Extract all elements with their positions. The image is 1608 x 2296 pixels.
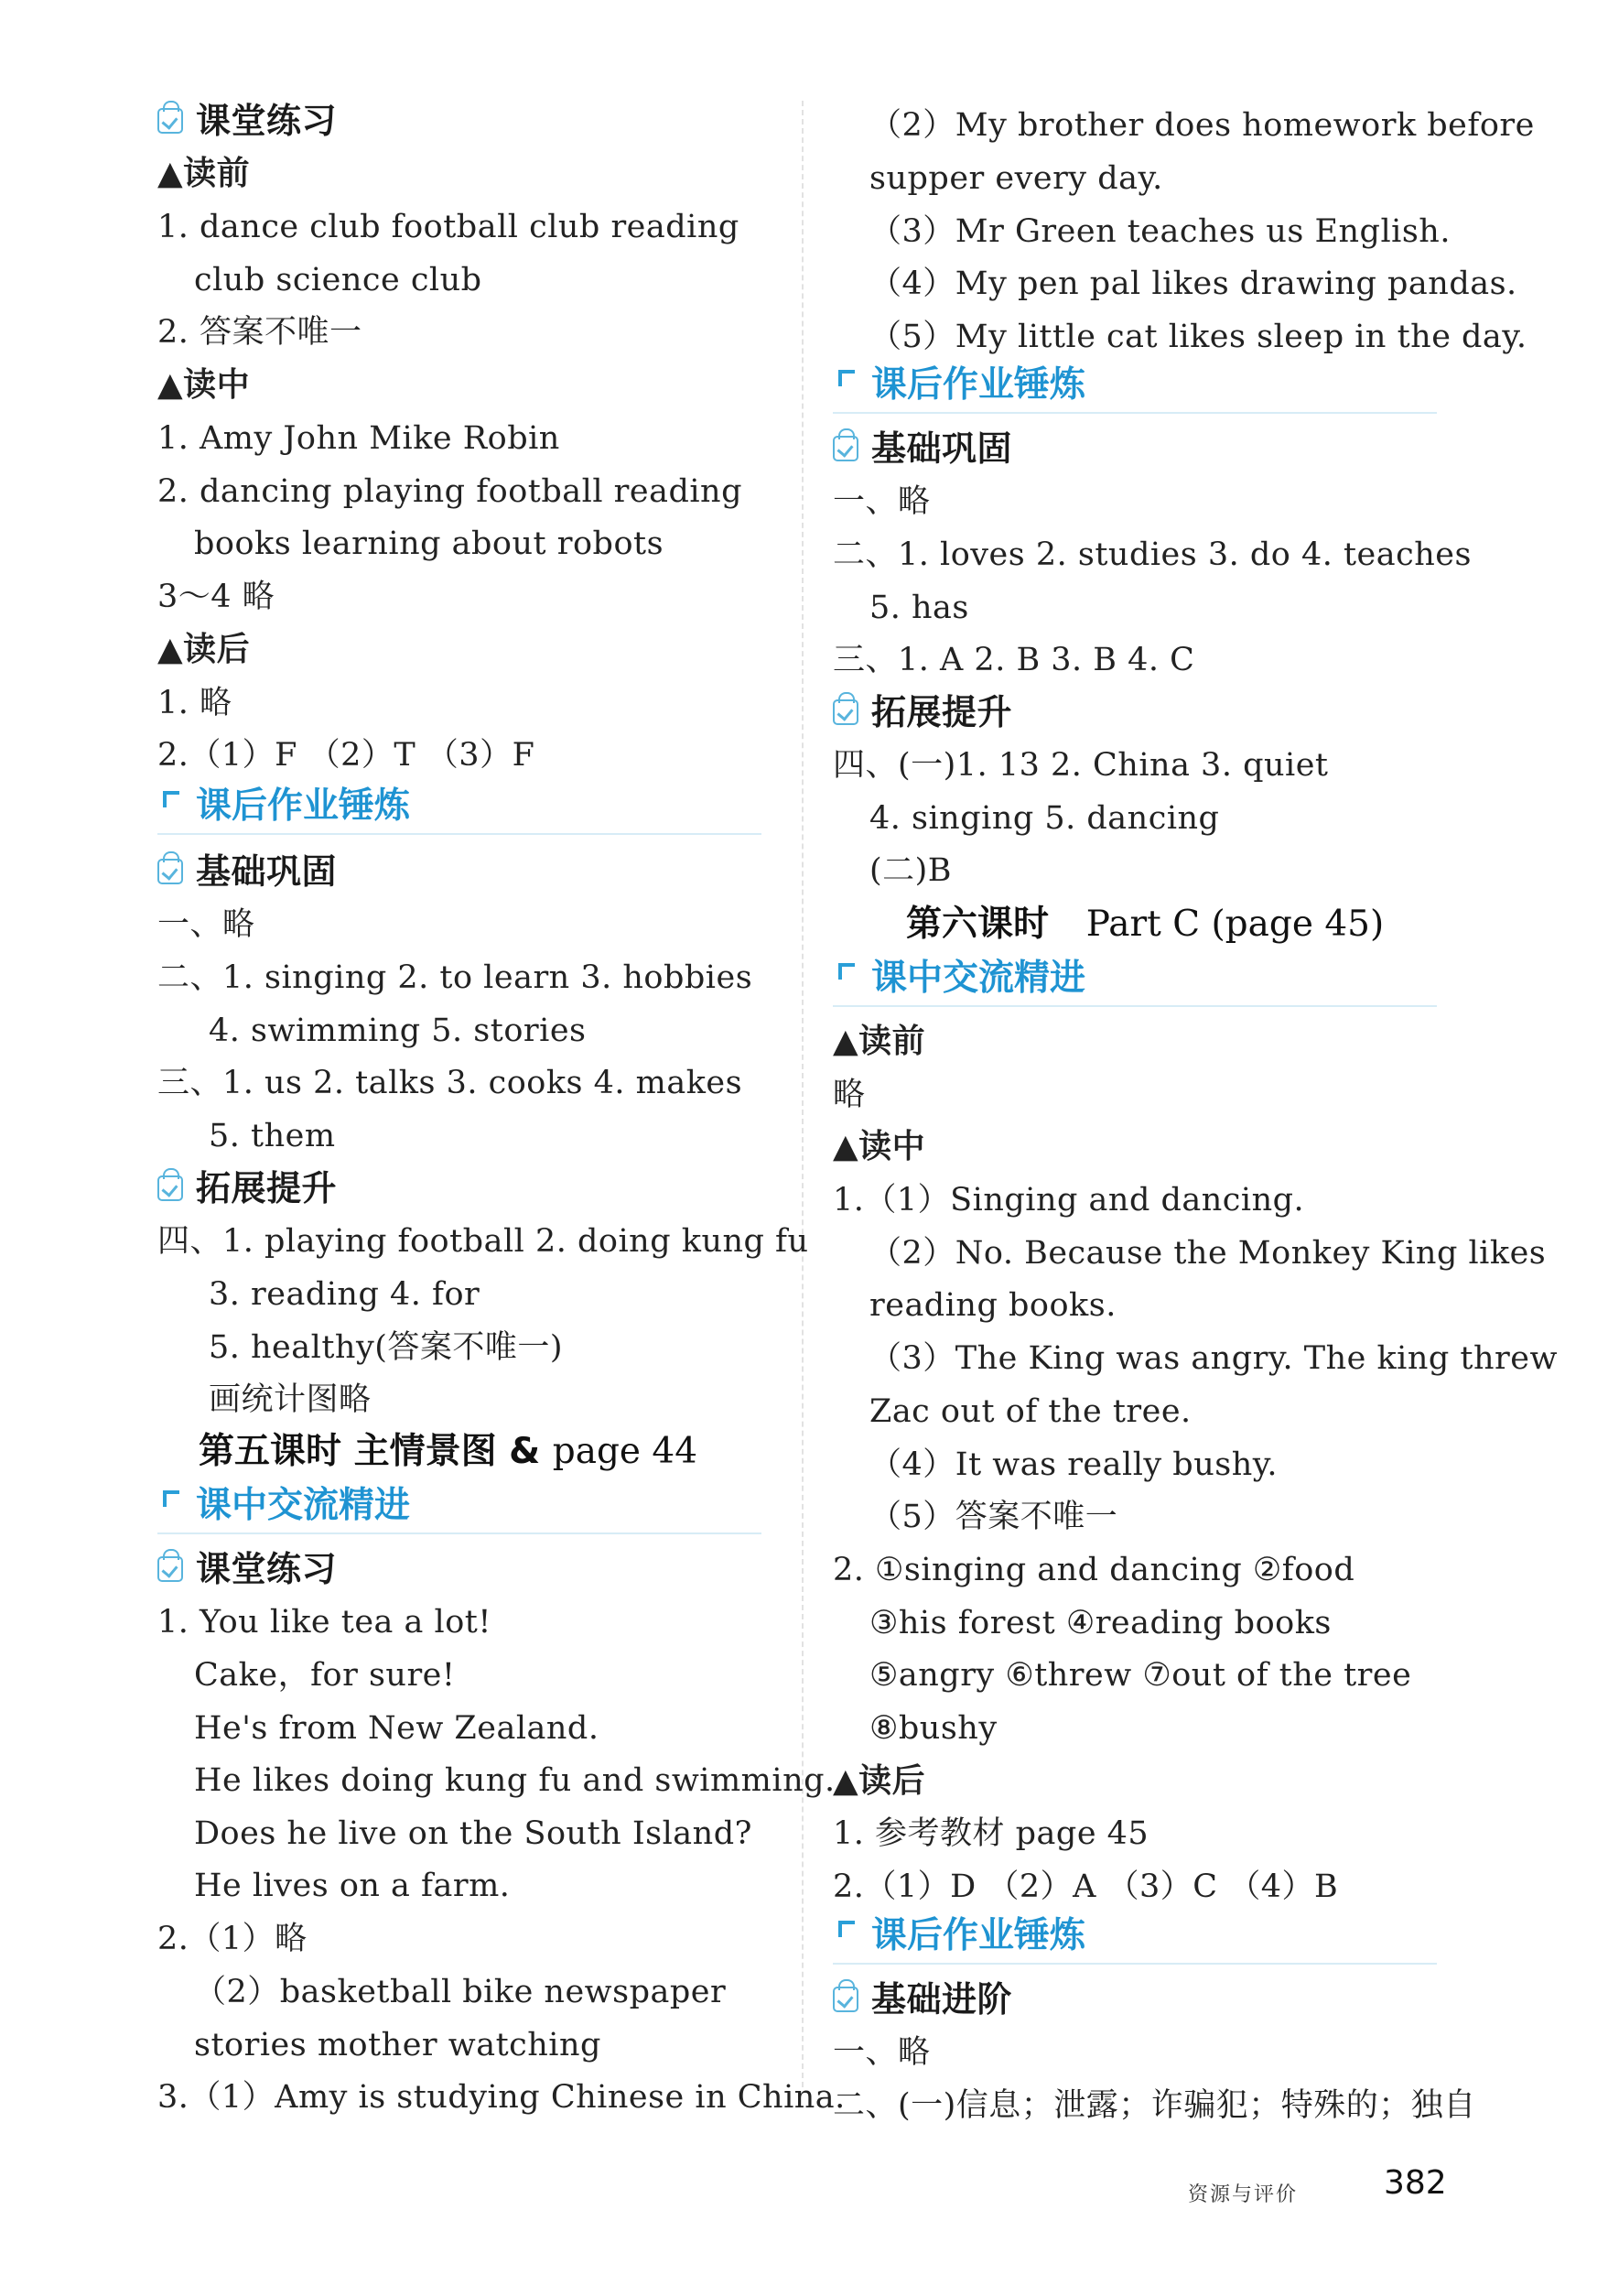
section-header-homework: 课后作业锤炼 — [833, 363, 1437, 414]
answer-line: ⑤angry ⑥threw ⑦out of the tree — [869, 1657, 1412, 1694]
answer-line: 4. swimming 5. stories — [209, 1013, 587, 1049]
section-header-communication: 课中交流精进 — [833, 956, 1437, 1007]
answer-line: Zac out of the tree. — [869, 1393, 1192, 1430]
lock-check-icon — [157, 1556, 183, 1582]
answer-line: 1. dance club football club reading — [157, 209, 739, 245]
lock-check-icon — [833, 436, 858, 461]
answer-line: ③his forest ④reading books — [869, 1605, 1332, 1641]
answer-line: 1. 参考教材 page 45 — [833, 1815, 1149, 1852]
lock-check-icon — [833, 1987, 858, 2012]
answer-line: He's from New Zealand. — [194, 1710, 599, 1747]
section-header-homework: 课后作业锤炼 — [833, 1913, 1437, 1965]
answer-line: 三、1. us 2. talks 3. cooks 4. makes — [157, 1065, 743, 1101]
lock-check-icon — [157, 859, 183, 884]
answer-line: Cake，for sure! — [194, 1657, 456, 1694]
answer-line: reading books. — [869, 1287, 1117, 1324]
answer-line: 2.（1）F （2）T （3）F — [157, 737, 535, 774]
answer-line: 1. Amy John Mike Robin — [157, 420, 560, 457]
section-header-homework: 课后作业锤炼 — [157, 784, 761, 835]
answer-line: （2）basketball bike newspaper — [194, 1974, 727, 2010]
footer-label: 资源与评价 — [1188, 2183, 1299, 2206]
answer-line: 3. reading 4. for — [209, 1276, 480, 1313]
answer-line: 1. 略 — [157, 685, 232, 721]
answer-line: 一、略 — [833, 2034, 931, 2071]
answer-line: 1. You like tea a lot! — [157, 1604, 491, 1641]
answer-line: 画统计图略 — [209, 1381, 372, 1418]
page-number: 382 — [1384, 2164, 1447, 2202]
corner-mark-icon — [163, 791, 179, 807]
answer-line: Does he live on the South Island? — [194, 1815, 752, 1852]
corner-mark-icon — [838, 370, 855, 386]
corner-mark-icon — [838, 963, 855, 980]
answer-line: （2）No. Because the Monkey King likes — [869, 1235, 1547, 1272]
answer-line: stories mother watching — [194, 2027, 601, 2063]
lock-check-icon — [157, 108, 183, 134]
answer-line: （4）It was really bushy. — [869, 1446, 1278, 1483]
answer-line: 二、(一)信息；泄露；诈骗犯；特殊的；独自 — [833, 2087, 1476, 2124]
answer-line: 2. ①singing and dancing ②food — [833, 1552, 1355, 1588]
answer-line: He lives on a farm. — [194, 1868, 511, 1904]
answer-line: 2.（1）略 — [157, 1921, 308, 1957]
answer-line: 1.（1）Singing and dancing. — [833, 1182, 1305, 1218]
answer-line: 4. singing 5. dancing — [869, 800, 1220, 837]
answer-line: 3.（1）Amy is studying Chinese in China. — [157, 2079, 846, 2116]
answer-line: 2.（1）D （2）A （3）C （4）B — [833, 1868, 1339, 1905]
answer-line: （5）My little cat likes sleep in the day. — [869, 319, 1527, 355]
answer-line: (二)B — [869, 852, 953, 889]
answer-line: club science club — [194, 262, 482, 298]
answer-line: 四、(一)1. 13 2. China 3. quiet — [833, 747, 1329, 784]
answer-line: （3）The King was angry. The king threw — [869, 1340, 1558, 1377]
subheading-read-before: ▲读前 — [157, 155, 251, 192]
answer-line: 二、1. loves 2. studies 3. do 4. teaches — [833, 536, 1472, 573]
answer-line: ⑧bushy — [869, 1710, 998, 1747]
answer-line: 一、略 — [157, 906, 255, 943]
answer-line: 3～4 略 — [157, 579, 275, 615]
answer-line: （3）Mr Green teaches us English. — [869, 213, 1451, 250]
answer-line: （5）答案不唯一 — [869, 1499, 1118, 1535]
answer-line: 2. dancing playing football reading — [157, 473, 743, 510]
answer-line: He likes doing kung fu and swimming. — [194, 1762, 836, 1799]
corner-mark-icon — [163, 1490, 179, 1507]
corner-mark-icon — [838, 1921, 855, 1937]
lesson-title: 第五课时 主情景图 & page 44 — [199, 1431, 698, 1472]
answer-line: 三、1. A 2. B 3. B 4. C — [833, 642, 1195, 678]
answer-line: （2）My brother does homework before — [869, 107, 1535, 144]
subheading-read-during: ▲读中 — [157, 366, 251, 404]
subheading-read-during: ▲读中 — [833, 1128, 926, 1165]
lock-check-icon — [833, 699, 858, 725]
lesson-title: 第六课时 Part C (page 45) — [906, 904, 1385, 945]
answer-line: 5. healthy(答案不唯一) — [209, 1329, 564, 1366]
answer-line: 5. has — [869, 590, 969, 626]
subheading-read-after: ▲读后 — [833, 1762, 926, 1800]
answer-line: 2. 答案不唯一 — [157, 314, 362, 351]
answer-line: supper every day. — [869, 160, 1163, 197]
answer-line: books learning about robots — [194, 525, 664, 562]
answer-line: （4）My pen pal likes drawing pandas. — [869, 265, 1517, 302]
answer-line: 二、1. singing 2. to learn 3. hobbies — [157, 959, 753, 996]
answer-line: 5. them — [209, 1118, 336, 1154]
subheading-read-after: ▲读后 — [157, 631, 251, 668]
subheading-read-before: ▲读前 — [833, 1023, 926, 1060]
section-header-communication: 课中交流精进 — [157, 1483, 761, 1534]
answer-line: 一、略 — [833, 483, 931, 520]
answer-line: 四、1. playing football 2. doing kung fu — [157, 1223, 809, 1260]
answer-line: 略 — [833, 1077, 866, 1113]
lock-check-icon — [157, 1175, 183, 1201]
